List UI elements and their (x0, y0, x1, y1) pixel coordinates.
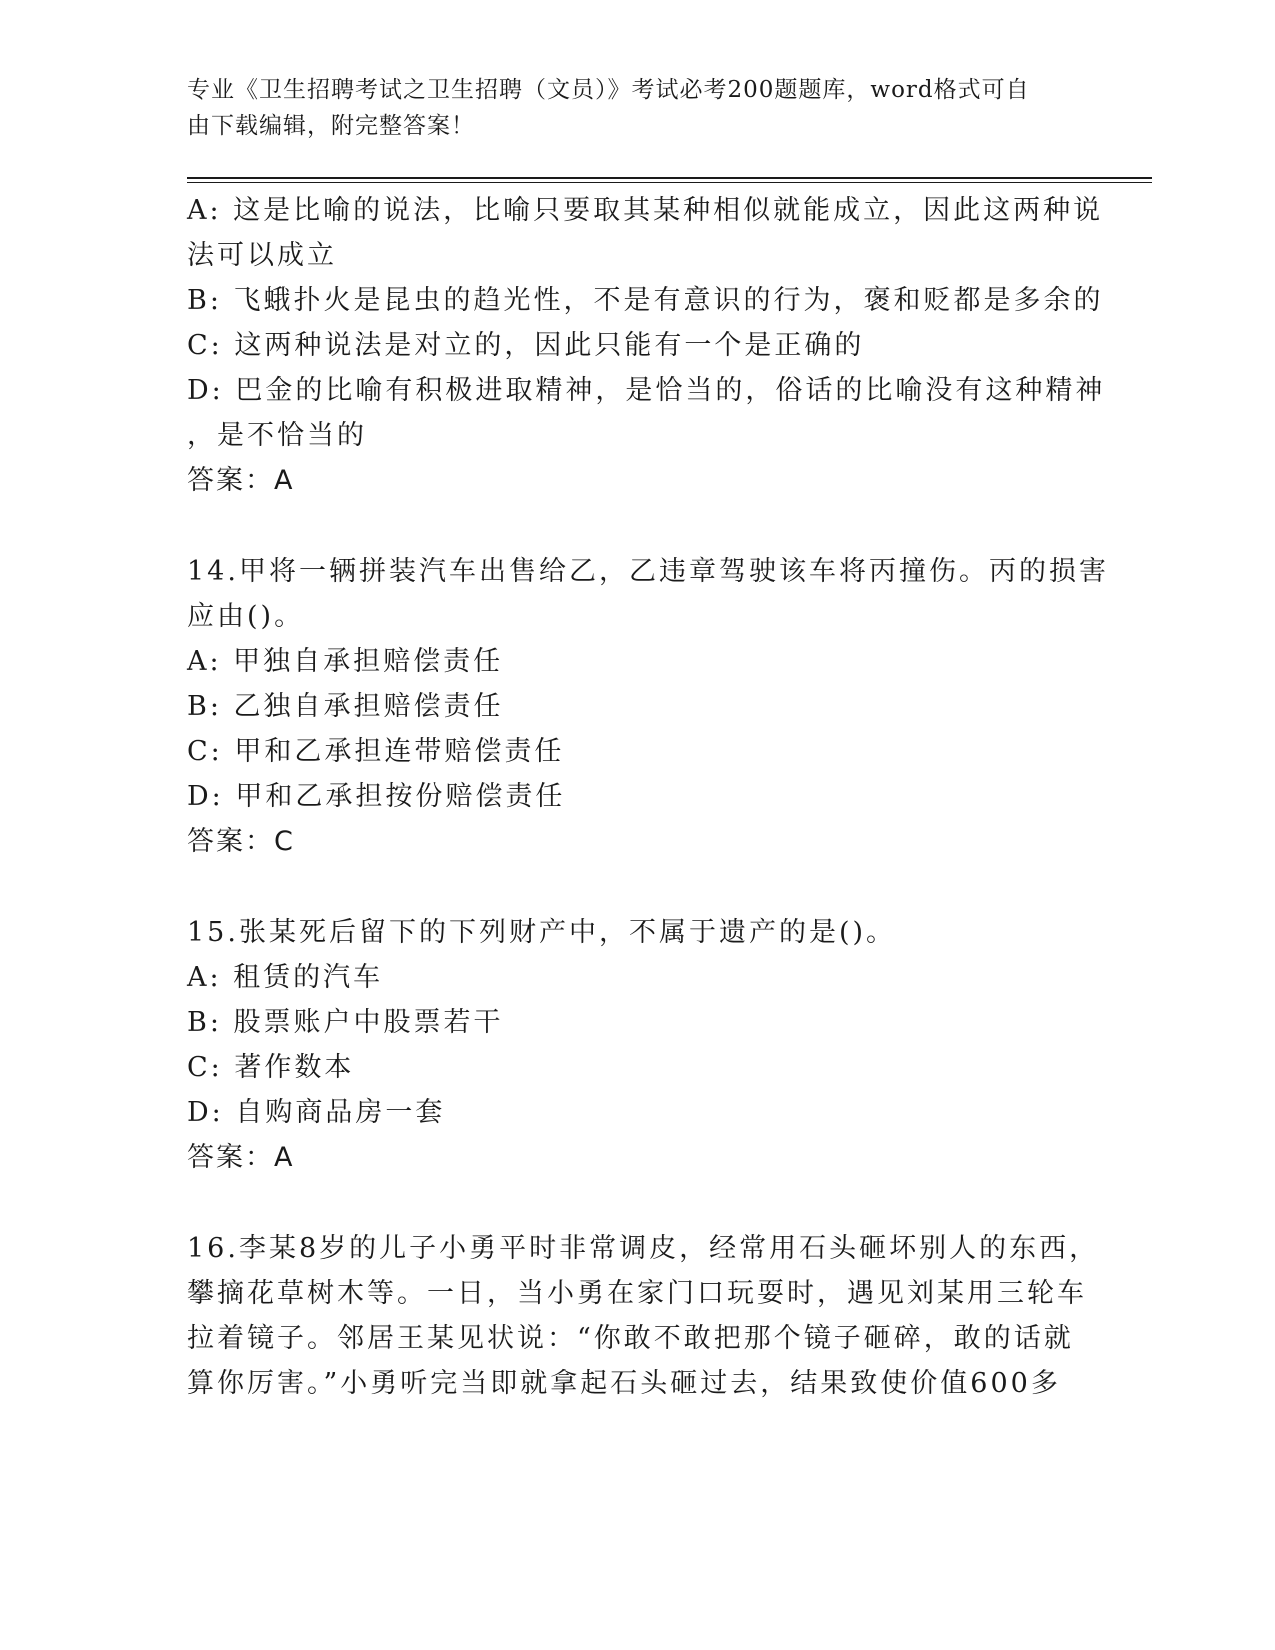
q16-stem-line-4: 算你厉害。”小勇听完当即就拿起石头砸过去，结果致使价值600多 (187, 1368, 1061, 1399)
q16-stem-line-2: 攀摘花草树木等。一日，当小勇在家门口玩耍时，遇见刘某用三轮车 (187, 1278, 1087, 1309)
header-line-2: 由下载编辑，附完整答案！ (187, 113, 475, 139)
q14-answer: 答案：C (187, 826, 295, 857)
q14-option-d: D: 甲和乙承担按份赔偿责任 (187, 781, 566, 812)
q14-option-b: B: 乙独自承担赔偿责任 (187, 691, 504, 722)
q15-option-c: C: 著作数本 (187, 1052, 355, 1083)
document-header (187, 72, 1067, 144)
question-16 (187, 1226, 1100, 1406)
question-13 (187, 188, 1106, 503)
question-15 (187, 910, 1087, 1180)
q15-answer: 答案：A (187, 1142, 295, 1173)
q15-option-d: D: 自购商品房一套 (187, 1097, 446, 1128)
q14-stem-line-1: 14.甲将一辆拼装汽车出售给乙，乙违章驾驶该车将丙撞伤。丙的损害 (187, 556, 1109, 587)
document-body (187, 188, 1109, 1406)
q14-option-a: A: 甲独自承担赔偿责任 (187, 646, 504, 677)
q14-option-c: C: 甲和乙承担连带赔偿责任 (187, 736, 565, 767)
q13-answer: 答案：A (187, 465, 295, 496)
q13-option-a-line-2: 法可以成立 (187, 240, 337, 271)
q15-option-b: B: 股票账户中股票若干 (187, 1007, 504, 1038)
header-line-1: 专业《卫生招聘考试之卫生招聘（文员）》考试必考200题题库，word格式可自 (187, 77, 1030, 103)
question-14 (187, 549, 1109, 864)
q13-option-d-line-1: D: 巴金的比喻有积极进取精神，是恰当的，俗话的比喻没有这种精神 (187, 375, 1106, 406)
spacer (187, 864, 1087, 910)
q13-option-c: C: 这两种说法是对立的，因此只能有一个是正确的 (187, 330, 865, 361)
spacer (187, 503, 1087, 549)
header-rule-thick (187, 177, 1152, 179)
q16-stem-line-3: 拉着镜子。邻居王某见状说：“你敢不敢把那个镜子砸碎，敢的话就 (187, 1323, 1074, 1354)
q13-option-b: B: 飞蛾扑火是昆虫的趋光性，不是有意识的行为，褒和贬都是多余的 (187, 285, 1104, 316)
spacer (187, 1180, 1087, 1226)
header-rule-thin (187, 182, 1152, 183)
q16-stem-line-1: 16.李某8岁的儿子小勇平时非常调皮，经常用石头砸坏别人的东西， (187, 1233, 1100, 1264)
q14-stem-line-2: 应由()。 (187, 601, 305, 632)
q13-option-a-line-1: A: 这是比喻的说法，比喻只要取其某种相似就能成立，因此这两种说 (187, 195, 1104, 226)
q15-stem: 15.张某死后留下的下列财产中，不属于遗产的是()。 (187, 917, 897, 948)
q13-option-d-line-2: ，是不恰当的 (187, 420, 367, 451)
q15-option-a: A: 租赁的汽车 (187, 962, 384, 993)
